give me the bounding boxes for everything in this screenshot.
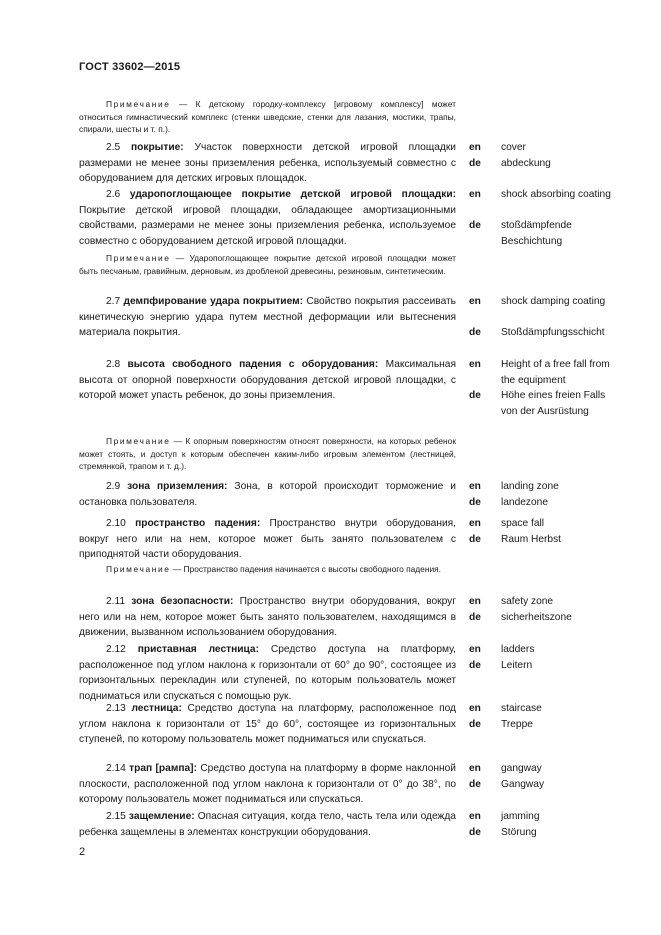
note-text: К детскому городку-комплексу [игровому комплексу] может относиться гимнастический комплекс (стенки шведские, стенки для лазания, мостики, трапы, спирали, шесты и т. п.). bbox=[79, 99, 456, 135]
translation-de: Störung bbox=[501, 827, 537, 838]
translation-en: shock absorbing coating bbox=[501, 189, 611, 200]
note-label: Примечание bbox=[106, 99, 171, 109]
term-title: защемление: bbox=[128, 811, 195, 822]
term-title: лестница: bbox=[131, 703, 182, 714]
note-text: Пространство падения начинается с высоты свободного падения. bbox=[183, 564, 441, 574]
translation-en: staircase bbox=[501, 703, 542, 714]
term-definition: Участок поверхности детской игровой площадки размерами не менее зоны приземления ребенка, используемый совместно с оборудованием для детских игровых площадок. bbox=[79, 142, 456, 185]
translation-en: jamming bbox=[501, 811, 540, 822]
term-definition: Зона, в которой происходит торможение и остановка пользователя. bbox=[79, 481, 456, 508]
note-text: К опорным поверхностям относят поверхности, на которых ребенок может стоять, и доступ к которым обеспечен каким-либо игровым элементом (лестницей, стремянкой, трапом и т. д.). bbox=[79, 436, 457, 472]
term-definition: Средство доступа на платформу, расположенное под углом наклона к горизонтали от 15° до 60°, состоящее из горизонтальных ступеней, по которому пользователь может подниматься или спускаться. bbox=[79, 703, 456, 746]
term-title: приставная лестница: bbox=[137, 644, 259, 655]
translation-de: Leitern bbox=[501, 660, 533, 671]
translation-de: Raum Herbst bbox=[501, 534, 562, 545]
term-title: трап [рампа]: bbox=[129, 763, 197, 774]
term-definition: Свойство покрытия рассеивать кинетическую энергию удара путем местной деформации или вытеснения материала покрытия. bbox=[79, 296, 456, 339]
translation-en: safety zone bbox=[501, 596, 554, 607]
note-text: Ударопоглощающее покрытие детской игровой площадки может быть песчаным, гравийным, дерновым, из дробленой древесины, резиновым, синтетическим. bbox=[79, 253, 456, 276]
translation-de: Stoßdämpfungsschicht bbox=[501, 327, 605, 338]
term-title: демпфирование удара покрытием: bbox=[123, 296, 304, 307]
term-definition: Средство доступа на платформу в форме наклонной плоскости, расположенной под углом наклона к горизонтали от 0° до 38°, по которому пользователь может подниматься или спускаться. bbox=[79, 763, 456, 806]
term-definition: Опасная ситуация, когда тело, часть тела или одежда ребенка защемлены в элементах конструкции оборудования. bbox=[79, 811, 456, 838]
translation-de: Treppe bbox=[501, 719, 533, 730]
term-definition: Пространство внутри оборудования, вокруг него или на нем, которое может быть занято пользователем с приподнятой части оборудования. bbox=[79, 518, 456, 561]
page-number: 2 bbox=[79, 846, 86, 858]
term-definition: Покрытие детской игровой площадки, обладающее амортизационными свойствами, размерами не менее зоны приземления ребенка, используемое совместно с оборудованием детской игровой площадки. bbox=[79, 204, 456, 247]
term-definition: Максимальная высота от опорной поверхности оборудования детской игровой площадки, с которой может упасть ребенок, до зоны приземления. bbox=[79, 359, 456, 402]
term-title: зона приземления: bbox=[127, 481, 228, 492]
document-header: ГОСТ 33602—2015 bbox=[79, 61, 181, 73]
translation-en: landing zone bbox=[501, 481, 559, 492]
translation-en: shock damping coating bbox=[501, 296, 606, 307]
translation-en: space fall bbox=[501, 518, 545, 529]
term-definition: Пространство внутри оборудования, вокруг него или на нем, которое может быть занято пользователем, находящимся в движении, вызванном использованием оборудования. bbox=[79, 596, 456, 639]
translation-en: cover bbox=[501, 142, 526, 153]
translation-en: gangway bbox=[501, 763, 542, 774]
translation-de: Gangway bbox=[501, 779, 545, 790]
term-definition: Средство доступа на платформу, расположенное под углом наклона к горизонтали от 60° до 90°, состоящее из горизонтальных перекладин или ступеней, по которым пользователь может подниматься или спускаться с помощью рук. bbox=[79, 644, 457, 702]
term-title: зона безопасности: bbox=[131, 596, 234, 607]
translation-de: stoßdämpfende Beschichtung bbox=[501, 220, 572, 247]
term-title: ударопоглощающее покрытие детской игровой площадки: bbox=[129, 189, 456, 200]
translation-de: Höhe eines freien Falls von der Ausrüstung bbox=[501, 390, 606, 417]
term-title: покрытие: bbox=[130, 142, 184, 153]
translation-en: Height of a free fall from the equipment bbox=[501, 359, 610, 386]
term-title: высота свободного падения с оборудования: bbox=[127, 359, 379, 370]
translation-en: ladders bbox=[501, 644, 535, 655]
translation-de: sicherheitszone bbox=[501, 612, 572, 623]
translation-de: abdeckung bbox=[501, 158, 551, 169]
term-title: пространство падения: bbox=[135, 518, 261, 529]
translation-de: landezone bbox=[501, 497, 549, 508]
